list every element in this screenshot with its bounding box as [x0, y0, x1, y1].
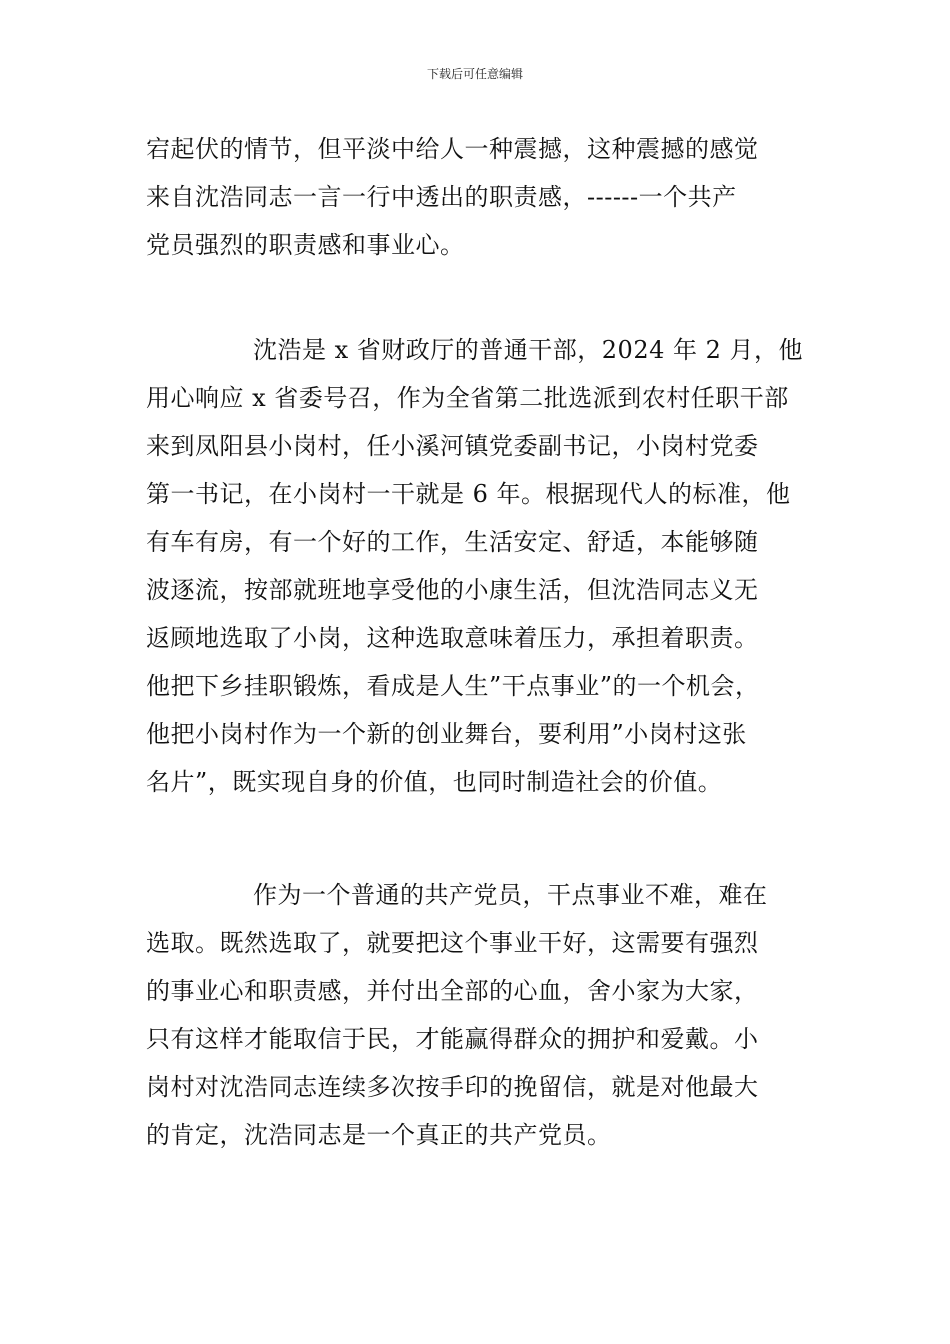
paragraph-1-line-1: 宕起伏的情节，但平淡中给人一种震撼，这种震撼的感觉 [146, 135, 759, 163]
paragraph-2-line-3: 来到凤阳县小岗村，任小溪河镇党委副书记，小岗村党委 [146, 432, 759, 460]
paragraph-1-line-3: 党员强烈的职责感和事业心。 [146, 231, 465, 259]
paragraph-1-line-2: 来自沈浩同志一言一行中透出的职责感，------一个共产 [146, 183, 737, 211]
paragraph-3-line-6: 的肯定，沈浩同志是一个真正的共产党员。 [146, 1121, 612, 1149]
paragraph-3-line-5: 岗村对沈浩同志连续多次按手印的挽留信，就是对他最大 [146, 1073, 759, 1101]
paragraph-2-line-1: 沈浩是 x 省财政厅的普通干部，2024 年 2 月，他 [253, 336, 804, 364]
paragraph-2-line-2: 用心响应 x 省委号召，作为全省第二批选派到农村任职干部 [146, 384, 789, 412]
paragraph-2-line-6: 波逐流，按部就班地享受他的小康生活，但沈浩同志义无 [146, 576, 759, 604]
page-header-watermark: 下载后可任意编辑 [426, 67, 523, 81]
paragraph-2-line-4: 第一书记，在小岗村一干就是 6 年。根据现代人的标准，他 [146, 480, 791, 508]
paragraph-2-line-8: 他把下乡挂职锻炼，看成是人生”干点事业”的一个机会， [146, 672, 760, 700]
paragraph-3-line-4: 只有这样才能取信于民，才能赢得群众的拥护和爱戴。小 [146, 1025, 759, 1053]
paragraph-2-line-9: 他把小岗村作为一个新的创业舞台，要利用”小岗村这张 [146, 720, 747, 748]
paragraph-3-line-2: 选取。既然选取了，就要把这个事业干好，这需要有强烈 [146, 929, 759, 957]
paragraph-2-line-10: 名片”，既实现自身的价值，也同时制造社会的价值。 [146, 768, 723, 796]
paragraph-3-line-3: 的事业心和职责感，并付出全部的心血，舍小家为大家， [146, 977, 759, 1005]
paragraph-2-line-5: 有车有房，有一个好的工作，生活安定、舒适，本能够随 [146, 528, 759, 556]
paragraph-3-line-1: 作为一个普通的共产党员，干点事业不难，难在 [253, 881, 768, 909]
paragraph-2-line-7: 返顾地选取了小岗，这种选取意味着压力，承担着职责。 [146, 624, 759, 652]
